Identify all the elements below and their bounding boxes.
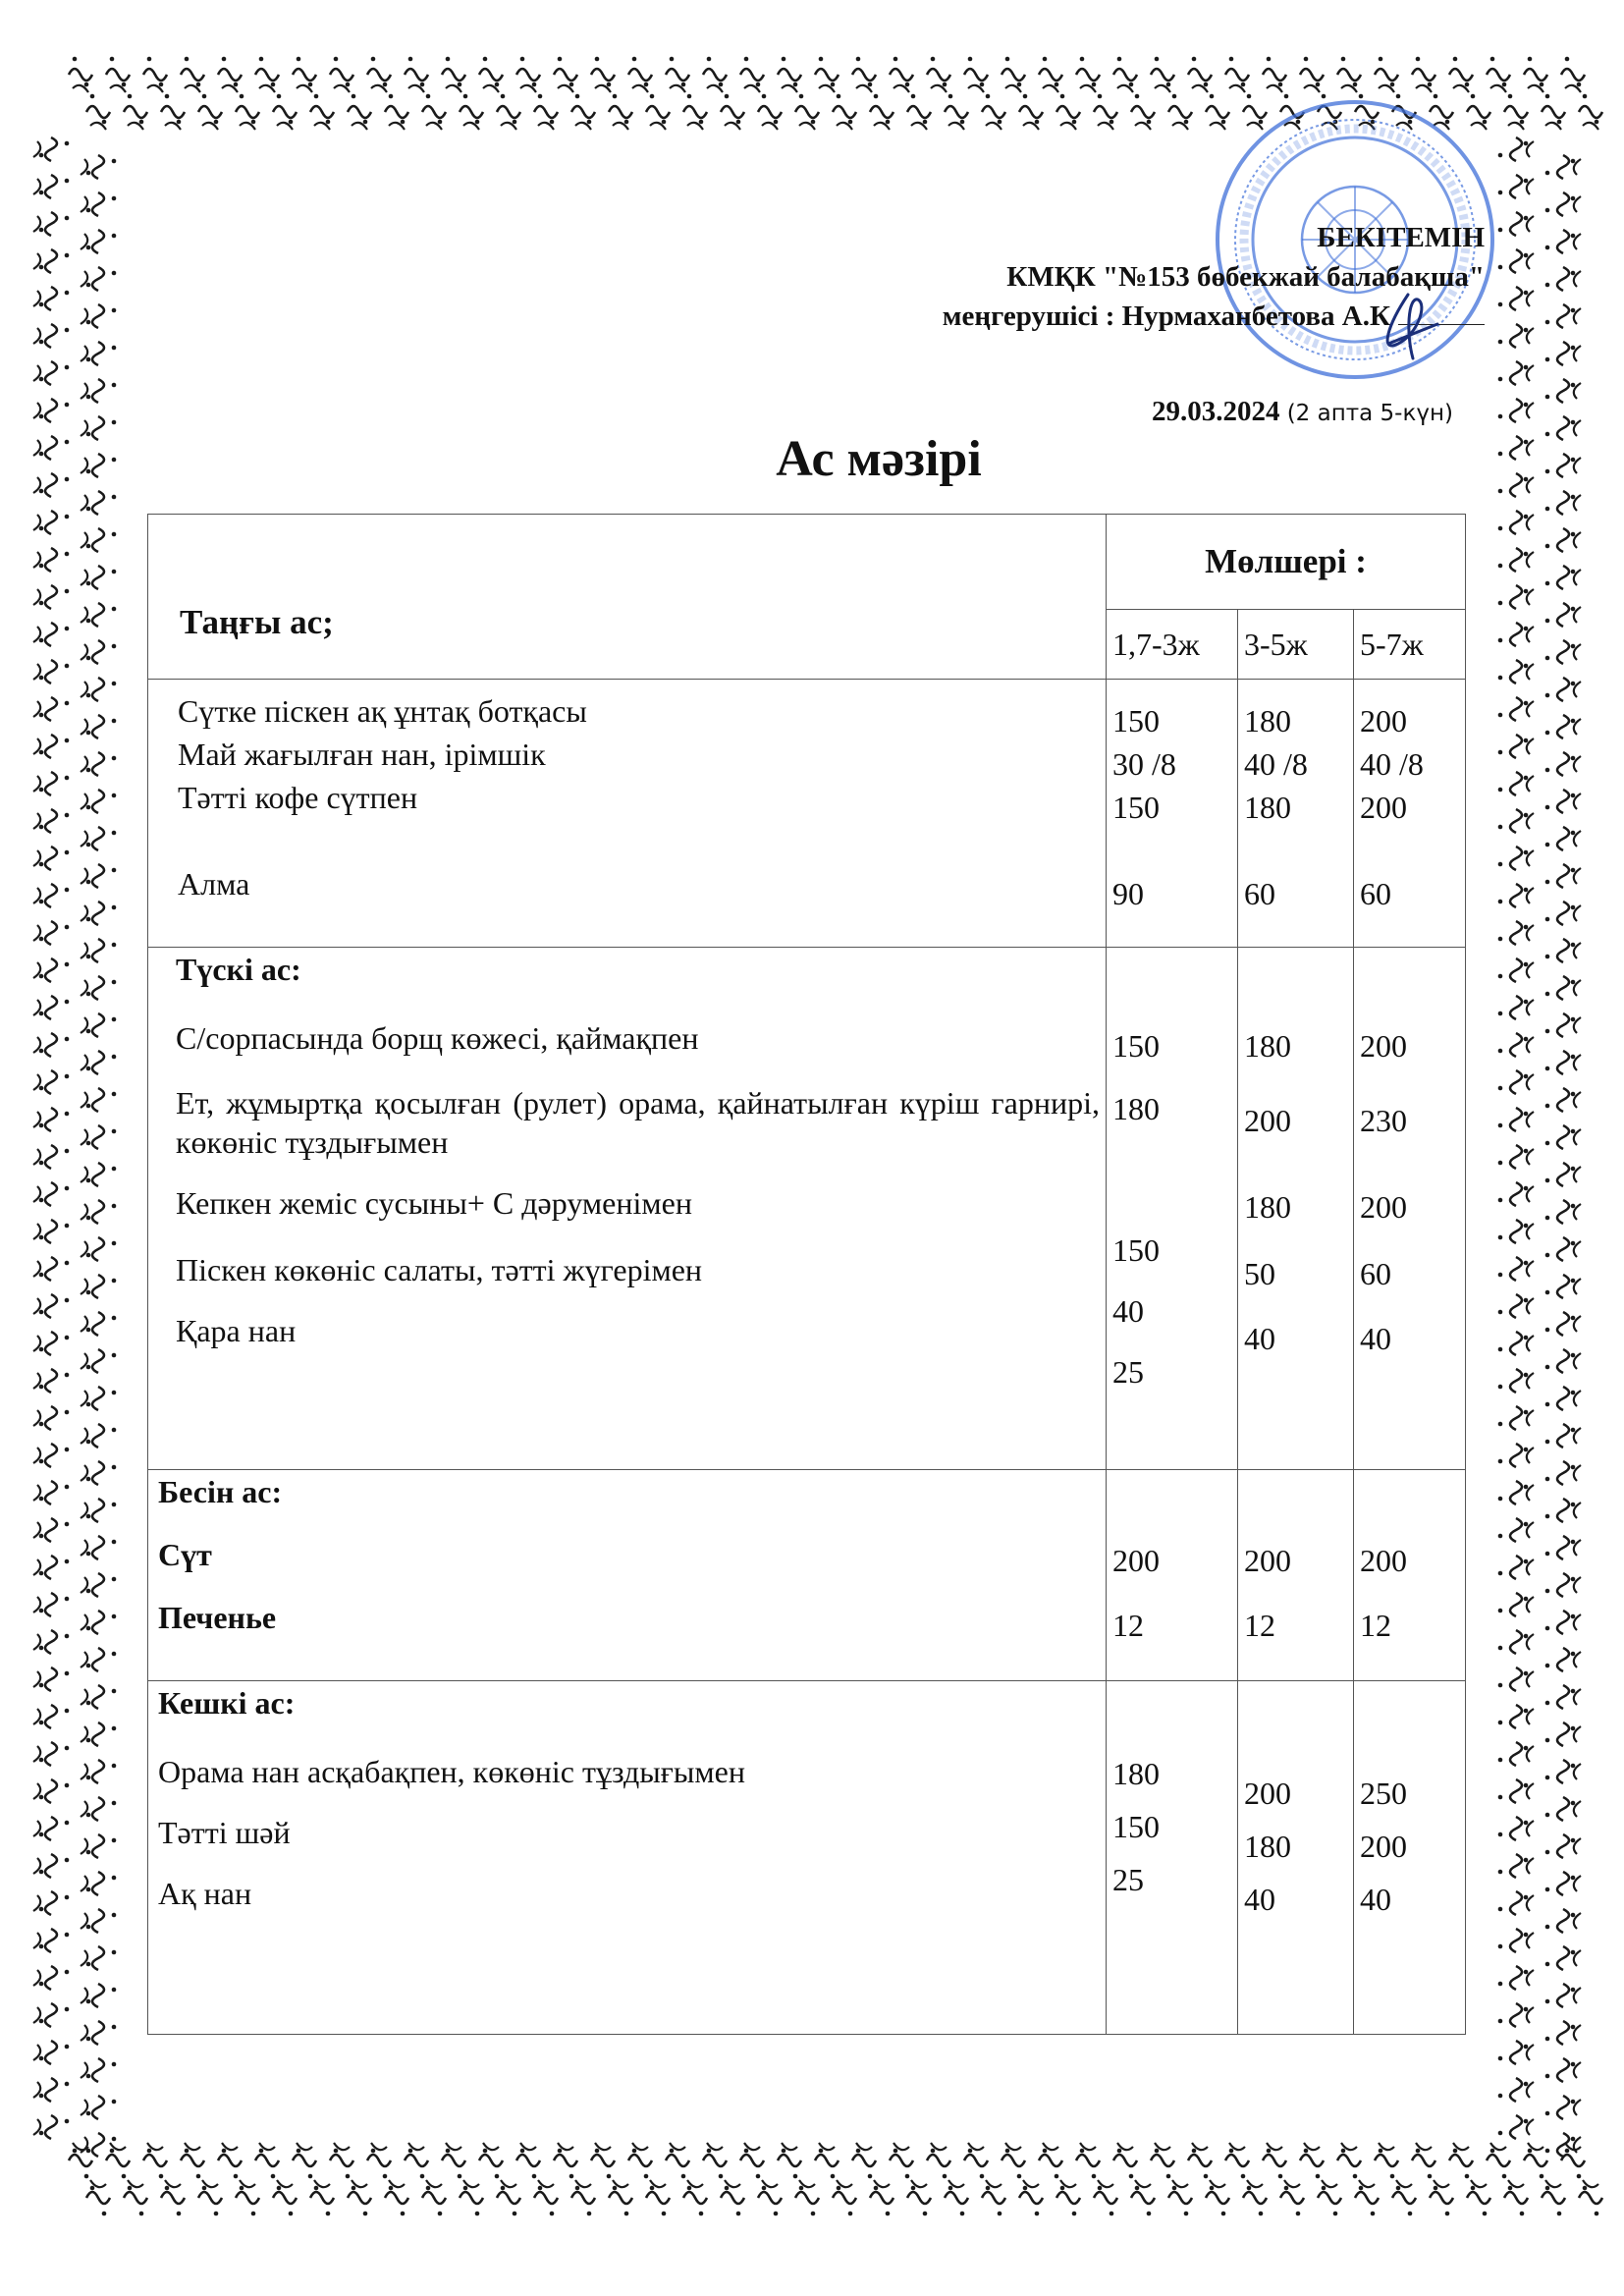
menu-item: Қара нан bbox=[176, 1313, 297, 1348]
snack-row bbox=[148, 1470, 1466, 1681]
breakfast-col2 bbox=[1238, 680, 1354, 948]
menu-item: Печенье bbox=[158, 1600, 277, 1635]
week-day-note: (2 апта 5-күн) bbox=[1286, 401, 1453, 426]
lunch-col2 bbox=[1238, 948, 1354, 1470]
quantity-header: Мөлшері : bbox=[1107, 515, 1466, 610]
breakfast-row bbox=[148, 680, 1466, 948]
portion: 150 bbox=[1112, 1232, 1160, 1268]
lunch-title: Түскі ас: bbox=[176, 952, 301, 987]
portion: 150 bbox=[1112, 790, 1160, 825]
dinner-col1 bbox=[1107, 1681, 1238, 2035]
signature bbox=[1369, 285, 1457, 373]
header-row bbox=[148, 515, 1466, 610]
portion: 230 bbox=[1360, 1103, 1407, 1138]
portion: 150 bbox=[1112, 1809, 1160, 1844]
dinner-items bbox=[148, 1681, 1107, 2035]
portion: 200 bbox=[1360, 790, 1407, 825]
portion: 40 bbox=[1360, 1321, 1391, 1356]
portion: 200 bbox=[1244, 1103, 1291, 1138]
breakfast-items bbox=[148, 680, 1107, 948]
portion: 150 bbox=[1112, 1028, 1160, 1064]
snack-col2 bbox=[1238, 1470, 1354, 1681]
portion: 200 bbox=[1244, 1776, 1291, 1811]
approval-organization: КМҚК "№153 бөбекжай балабақша" bbox=[1006, 261, 1485, 293]
snack-col1 bbox=[1107, 1470, 1238, 1681]
menu-table bbox=[147, 514, 1466, 2035]
portion: 30 /8 bbox=[1112, 746, 1176, 782]
snack-title: Бесін ас: bbox=[158, 1474, 283, 1509]
age-group-1: 1,7-3ж bbox=[1107, 610, 1238, 680]
date-line bbox=[1152, 396, 1453, 428]
portion: 200 bbox=[1112, 1543, 1160, 1578]
breakfast-col3 bbox=[1354, 680, 1466, 948]
menu-item: Ақ нан bbox=[158, 1876, 252, 1911]
portion: 200 bbox=[1360, 1028, 1407, 1064]
portion: 180 bbox=[1244, 790, 1291, 825]
portion: 40 /8 bbox=[1360, 746, 1424, 782]
portion: 180 bbox=[1244, 703, 1291, 738]
portion: 40 /8 bbox=[1244, 746, 1308, 782]
portion: 60 bbox=[1360, 1256, 1391, 1291]
portion: 200 bbox=[1360, 1189, 1407, 1225]
portion: 180 bbox=[1112, 1091, 1160, 1126]
portion: 12 bbox=[1112, 1608, 1144, 1643]
portion: 250 bbox=[1360, 1776, 1407, 1811]
menu-item: Ет, жұмыртқа қосылған (рулет) орама, қайнатылған күріш гарнирі, көкөніс тұздығымен bbox=[176, 1085, 1100, 1160]
lunch-col3 bbox=[1354, 948, 1466, 1470]
portion: 25 bbox=[1112, 1354, 1144, 1390]
menu-item: Алма bbox=[178, 866, 250, 902]
portion: 180 bbox=[1112, 1756, 1160, 1791]
portion: 12 bbox=[1244, 1608, 1275, 1643]
portion: 200 bbox=[1244, 1543, 1291, 1578]
lunch-row bbox=[148, 948, 1466, 1470]
dinner-title: Кешкі ас: bbox=[158, 1685, 296, 1721]
portion: 150 bbox=[1112, 703, 1160, 738]
portion: 50 bbox=[1244, 1256, 1275, 1291]
breakfast-col1 bbox=[1107, 680, 1238, 948]
menu-item: Орама нан асқабақпен, көкөніс тұздығымен bbox=[158, 1754, 745, 1789]
portion: 200 bbox=[1360, 1543, 1407, 1578]
portion: 60 bbox=[1360, 876, 1391, 911]
menu-item: Кепкен жеміс сусыны+ С дәруменімен bbox=[176, 1185, 692, 1221]
portion: 180 bbox=[1244, 1189, 1291, 1225]
portion: 25 bbox=[1112, 1862, 1144, 1897]
menu-item: Тәтті кофе сүтпен bbox=[178, 780, 418, 815]
breakfast-header: Таңғы ас; bbox=[148, 515, 1107, 680]
approval-heading: БЕКІТЕМІН bbox=[1317, 222, 1485, 253]
lunch-col1 bbox=[1107, 948, 1238, 1470]
menu-item: Тәтті шәй bbox=[158, 1815, 291, 1850]
menu-item: С/сорпасында борщ көжесі, қаймақпен bbox=[176, 1020, 699, 1056]
portion: 40 bbox=[1112, 1293, 1144, 1329]
portion: 40 bbox=[1360, 1882, 1391, 1917]
age-group-3: 5-7ж bbox=[1354, 610, 1466, 680]
age-group-2: 3-5ж bbox=[1238, 610, 1354, 680]
lunch-items bbox=[148, 948, 1107, 1470]
menu-date: 29.03.2024 bbox=[1151, 396, 1280, 427]
menu-item: Май жағылған нан, ірімшік bbox=[178, 737, 546, 772]
approval-manager: меңгерушісі : Нурмаханбетова А.К bbox=[942, 301, 1390, 332]
portion: 40 bbox=[1244, 1882, 1275, 1917]
portion: 12 bbox=[1360, 1608, 1391, 1643]
menu-item: Сүтке піскен ақ ұнтақ ботқасы bbox=[178, 693, 587, 729]
menu-item: Сүт bbox=[158, 1537, 212, 1572]
page-title: Ас мәзірі bbox=[776, 431, 982, 487]
dinner-col3 bbox=[1354, 1681, 1466, 2035]
dinner-col2 bbox=[1238, 1681, 1354, 2035]
portion: 60 bbox=[1244, 876, 1275, 911]
dinner-row bbox=[148, 1681, 1466, 2035]
snack-col3 bbox=[1354, 1470, 1466, 1681]
portion: 90 bbox=[1112, 876, 1144, 911]
menu-item: Піскен көкөніс салаты, тәтті жүгерімен bbox=[176, 1252, 703, 1287]
portion: 180 bbox=[1244, 1028, 1291, 1064]
snack-items bbox=[148, 1470, 1107, 1681]
portion: 180 bbox=[1244, 1829, 1291, 1864]
portion: 200 bbox=[1360, 703, 1407, 738]
portion: 40 bbox=[1244, 1321, 1275, 1356]
portion: 200 bbox=[1360, 1829, 1407, 1864]
